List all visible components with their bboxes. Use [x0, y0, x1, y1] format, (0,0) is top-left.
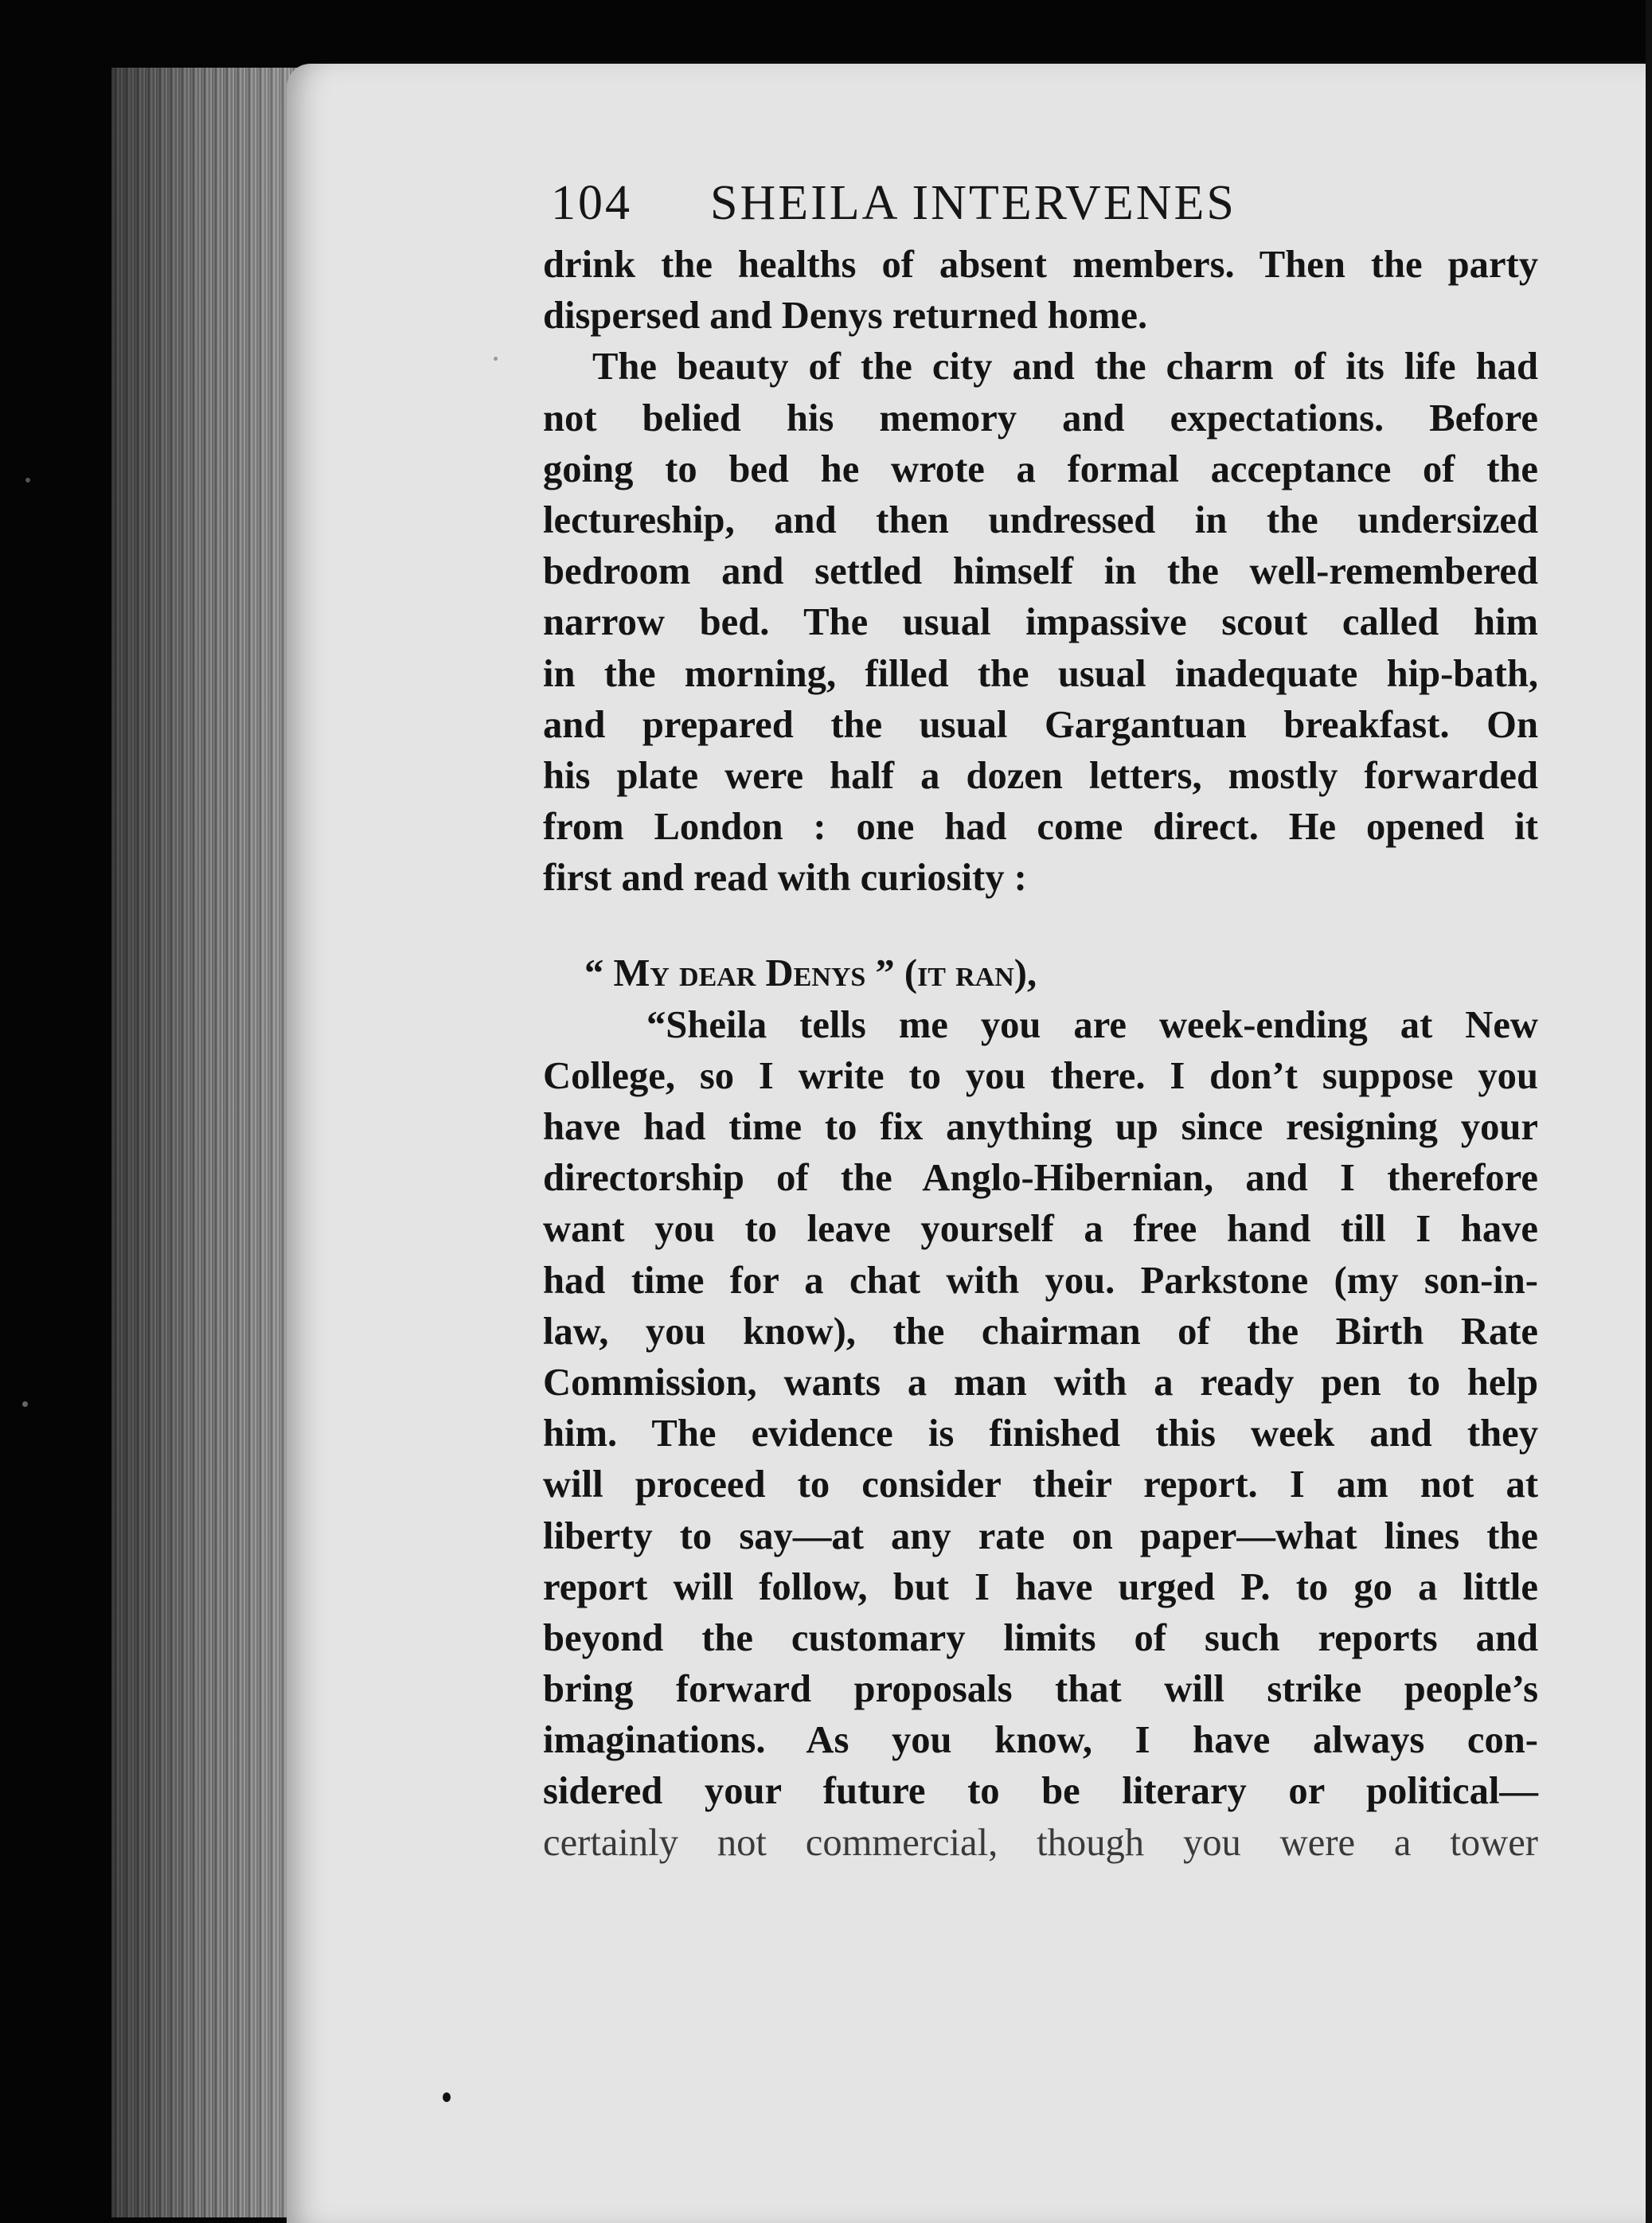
text-line: from London : one had come direct. He opened it [543, 805, 1538, 849]
paragraph-gap [543, 903, 1538, 947]
letter-line: law, you know), the chairman of the Birth Rate [543, 1309, 1538, 1353]
running-title: SHEILA INTERVENES [710, 176, 1236, 230]
text-line: lectureship, and then undressed in the undersized [543, 498, 1538, 541]
text-line: bedroom and settled himself in the well-remembered [543, 549, 1538, 593]
letter-line: Commission, wants a man with a ready pen to help [543, 1360, 1538, 1404]
dust-speck [494, 357, 498, 361]
letter-line: imaginations. As you know, I have always con- [543, 1718, 1538, 1762]
dust-speck [443, 2092, 451, 2102]
letter-line: liberty to say—at any rate on paper—what lines the [543, 1514, 1538, 1557]
text-line: in the morning, filled the usual inadequate hip-bath, [543, 651, 1538, 695]
letter-line: bring forward proposals that will strike people’s [543, 1667, 1538, 1711]
letter-salutation: “ My dear Denys ” (it ran), [584, 951, 1037, 995]
letter-line: College, so I write to you there. I don’t suppose you [543, 1053, 1538, 1097]
letter-line: had time for a chat with you. Parkstone (my son-in- [543, 1258, 1538, 1302]
scan-border [1646, 0, 1652, 2223]
text-line: dispersed and Denys returned home. [543, 294, 1148, 338]
letter-line: certainly not commercial, though you were a tower [543, 1820, 1538, 1864]
letter-line: report will follow, but I have urged P. to go a little [543, 1565, 1538, 1608]
letter-line: “Sheila tells me you are week-ending at New [646, 1002, 1538, 1046]
dust-speck [22, 1401, 28, 1407]
text-line: and prepared the usual Gargantuan breakfast. On [543, 702, 1538, 746]
body-text [543, 239, 1538, 1868]
dust-speck [25, 478, 30, 482]
text-line: drink the healths of absent members. Then the party [543, 243, 1538, 286]
text-line: his plate were half a dozen letters, mostly forwarded [543, 753, 1538, 797]
letter-line: will proceed to consider their report. I am not at [543, 1463, 1538, 1506]
letter-line: him. The evidence is finished this week and they [543, 1412, 1538, 1455]
text-line: The beauty of the city and the charm of its life had [592, 345, 1538, 389]
letter-line: sidered your future to be literary or political— [543, 1769, 1538, 1813]
page-number: 104 [551, 176, 632, 230]
running-head [551, 175, 1347, 232]
text-line: going to bed he wrote a formal acceptance of the [543, 447, 1538, 490]
text-line: first and read with curiosity : [543, 856, 1027, 900]
text-line: narrow bed. The usual impassive scout called him [543, 600, 1538, 644]
letter-line: beyond the customary limits of such reports and [543, 1615, 1538, 1659]
letter-line: directorship of the Anglo-Hibernian, and I therefore [543, 1156, 1538, 1200]
letter-line: want you to leave yourself a free hand till I have [543, 1207, 1538, 1251]
letter-line: have had time to fix anything up since resigning your [543, 1105, 1538, 1148]
text-line: not belied his memory and expectations. Before [543, 396, 1538, 440]
